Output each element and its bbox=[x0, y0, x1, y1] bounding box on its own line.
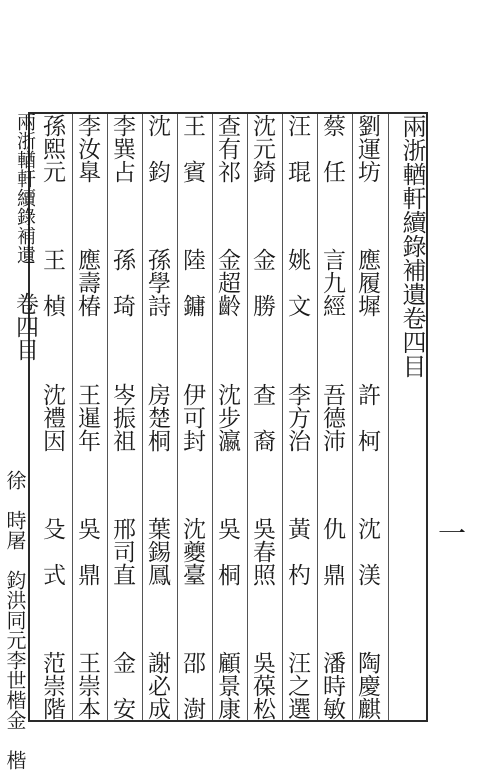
name-column-1 bbox=[355, 114, 378, 720]
entry-name: 查 裔 bbox=[249, 382, 275, 452]
column-rule bbox=[142, 114, 143, 720]
entry-name: 吾德沛 bbox=[319, 382, 345, 452]
entry-name: 吳春照 bbox=[249, 516, 275, 586]
entry-name: 查有祁 bbox=[214, 114, 240, 183]
entry-name: 屠 鈞 bbox=[3, 530, 27, 590]
margin-volume-label: 卷四目 bbox=[12, 292, 38, 361]
entry-name: 黃 杓 bbox=[284, 516, 310, 586]
entry-name: 岑振祖 bbox=[109, 382, 135, 452]
column-rule bbox=[212, 114, 213, 720]
column-rule bbox=[388, 114, 389, 720]
entry-name: 沈 鈞 bbox=[144, 114, 170, 183]
name-column-6 bbox=[180, 114, 203, 720]
entry-name: 應壽椿 bbox=[74, 248, 100, 318]
entry-name: 陶慶麒 bbox=[354, 651, 380, 720]
entry-name: 邵 澍 bbox=[179, 651, 205, 720]
entry-name: 李方治 bbox=[284, 382, 310, 452]
entry-name: 吳葆松 bbox=[249, 651, 275, 720]
entry-name: 汪之選 bbox=[284, 651, 310, 720]
entry-name: 顧景康 bbox=[214, 651, 240, 720]
entry-name: 王崇本 bbox=[74, 651, 100, 720]
entry-name: 汪 琨 bbox=[284, 114, 310, 183]
entry-name: 王暹年 bbox=[74, 382, 100, 452]
entry-name: 房楚桐 bbox=[144, 382, 170, 452]
entry-name: 孫學詩 bbox=[144, 248, 170, 318]
entry-name: 沈 渼 bbox=[354, 516, 380, 586]
entry-name: 殳 式 bbox=[39, 516, 65, 586]
name-column-11 bbox=[3, 470, 27, 770]
table-of-contents-heading: 兩浙輶軒續錄補遺卷四目 bbox=[398, 114, 426, 378]
entry-name: 李巽占 bbox=[109, 114, 135, 183]
entry-name: 金超齡 bbox=[214, 248, 240, 318]
entry-name: 伊可封 bbox=[179, 382, 205, 452]
margin-book-title: 兩浙輶軒續錄補遺 bbox=[14, 112, 36, 264]
entry-name: 蔡 任 bbox=[319, 114, 345, 183]
entry-name: 應履墀 bbox=[354, 248, 380, 318]
entry-name: 范崇階 bbox=[39, 651, 65, 720]
entry-name: 姚 文 bbox=[284, 248, 310, 318]
entry-name: 邢司直 bbox=[109, 516, 135, 586]
name-column-4 bbox=[250, 114, 273, 720]
name-column-2 bbox=[320, 114, 343, 720]
column-rule bbox=[247, 114, 248, 720]
name-column-8 bbox=[110, 114, 133, 720]
entry-name: 徐 時 bbox=[3, 470, 27, 530]
name-column-3 bbox=[285, 114, 308, 720]
column-rule bbox=[282, 114, 283, 720]
entry-name: 王 楨 bbox=[39, 248, 65, 318]
entry-name: 金 勝 bbox=[249, 248, 275, 318]
entry-name: 沈步瀛 bbox=[214, 382, 240, 452]
name-column-7 bbox=[145, 114, 168, 720]
page-margin-column bbox=[4, 112, 36, 452]
name-column-5 bbox=[215, 114, 238, 720]
entry-name: 吳 鼎 bbox=[74, 516, 100, 586]
entry-name: 許 柯 bbox=[354, 382, 380, 452]
entry-name: 謝必成 bbox=[144, 651, 170, 720]
entry-name: 金 安 bbox=[109, 651, 135, 720]
name-column-9 bbox=[75, 114, 98, 720]
entry-name: 潘時敏 bbox=[319, 651, 345, 720]
entry-name: 陸 鏞 bbox=[179, 248, 205, 318]
entry-name: 李汝臯 bbox=[74, 114, 100, 183]
entry-name: 沈夔臺 bbox=[179, 516, 205, 586]
entry-name: 沈元錡 bbox=[249, 114, 275, 183]
entry-name: 孫 琦 bbox=[109, 248, 135, 318]
page-number: 一 bbox=[438, 517, 467, 550]
column-rule bbox=[72, 114, 73, 720]
column-rule bbox=[352, 114, 353, 720]
column-rule bbox=[107, 114, 108, 720]
entry-name: 吳 桐 bbox=[214, 516, 240, 586]
entry-name: 李世楷 bbox=[3, 650, 27, 710]
entry-name: 仇 鼎 bbox=[319, 516, 345, 586]
name-column-10 bbox=[40, 114, 63, 720]
column-rule bbox=[317, 114, 318, 720]
entry-name: 洪同元 bbox=[3, 590, 27, 650]
entry-name: 劉運坊 bbox=[354, 114, 380, 183]
entry-name: 沈禮因 bbox=[39, 382, 65, 452]
entry-name: 王 賓 bbox=[179, 114, 205, 183]
entry-name: 孫熙元 bbox=[39, 114, 65, 183]
entry-name: 葉錫鳳 bbox=[144, 516, 170, 586]
entry-name: 金 楷 bbox=[3, 710, 27, 770]
entry-name: 言九經 bbox=[319, 248, 345, 318]
column-rule bbox=[177, 114, 178, 720]
